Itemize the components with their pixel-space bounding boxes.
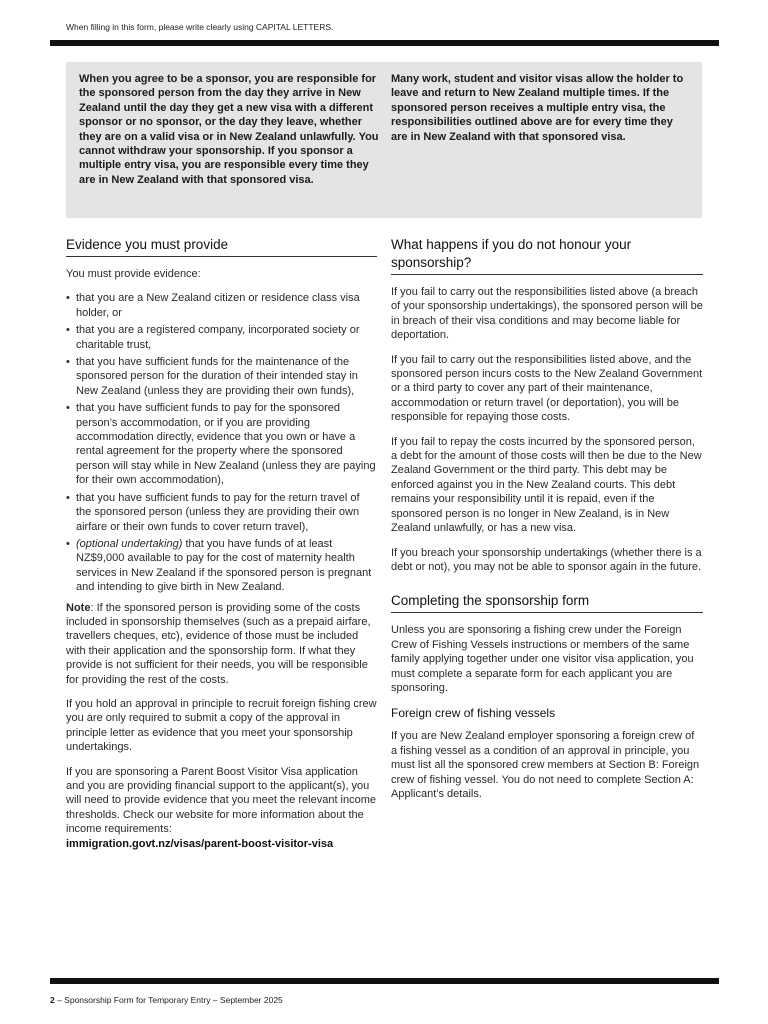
page-number: 2 xyxy=(50,995,55,1005)
fishing-vessels-paragraph: If you are New Zealand employer sponsoring a foreign crew of a fishing vessel as a condition of an approval in principle, you must list all the sponsored crew members at Section B: Foreign crew of fishing vessel. You do not need to complete Section A: Applicant’s details. xyxy=(391,730,700,800)
evidence-item: • that you are a registered company, incorporated society or charitable trust, xyxy=(66,323,377,352)
evidence-heading: Evidence you must provide xyxy=(66,236,377,257)
footer-title: – Sponsorship Form for Temporary Entry – September 2025 xyxy=(54,995,283,1005)
sponsor-responsibility-callout xyxy=(66,62,702,218)
callout-right-text: Many work, student and visitor visas allow the holder to leave and return to New Zealand multiple times. If the sponsored person receives a multiple entry visa, the responsibilities outlined above are for every time they are in New Zealand with that sponsored visa. xyxy=(391,73,684,143)
completing-paragraph: Unless you are sponsoring a fishing crew under the Foreign Crew of Fishing Vessels instructions or members of the same family applying together under one visitor visa application, you must complete a separate form for each applicant you are sponsoring. xyxy=(391,624,694,694)
callout-left-text: When you agree to be a sponsor, you are responsible for the sponsored person from the day they arrive in New Zealand until the day they get a new visa with a different sponsor or no sponsor, or the day they leave, whether they are on a valid visa or in New Zealand unlawfully. You cannot withdraw your sponsorship. If you sponsor a multiple entry visa, you are responsible every time they are in New Zealand with that sponsored visa. xyxy=(79,73,379,186)
parent-boost-link[interactable]: immigration.govt.nz/visas/parent-boost-visitor-visa xyxy=(66,837,334,850)
optional-undertaking-label: (optional undertaking) xyxy=(76,537,183,550)
honour-paragraph: If you fail to carry out the responsibilities listed above, and the sponsored person incurs costs to the New Zealand Government or a third party to cover any part of their maintenance, accommodation or return travel (or deportation), you will be responsible for repaying those costs. xyxy=(391,353,703,424)
left-column xyxy=(66,236,377,861)
optional-undertaking-text: that you have funds of at least NZ$9,000 available to pay for the cost of maternity health services in New Zealand if the sponsored person is pregnant and intending to give birth in New Zealand. xyxy=(76,537,372,594)
bottom-divider xyxy=(50,978,719,984)
parent-boost-paragraph xyxy=(66,765,377,851)
top-divider xyxy=(50,40,719,46)
honour-heading: What happens if you do not honour your sponsorship? xyxy=(391,236,703,275)
form-instruction-note: When filling in this form, please write clearly using CAPITAL LETTERS. xyxy=(66,22,334,32)
honour-paragraph: If you fail to carry out the responsibilities listed above (a breach of your sponsorship undertakings), the sponsored person will be in breach of their visa conditions and may become liable for deportation. xyxy=(391,286,703,342)
evidence-intro: You must provide evidence: xyxy=(66,268,201,280)
evidence-list xyxy=(66,291,377,594)
evidence-note xyxy=(66,601,377,687)
evidence-item: • that you have sufficient funds to pay for the return travel of the sponsored person (unless they are providing their own airfare or their own funds to cover return travel), xyxy=(66,491,377,534)
completing-heading: Completing the sponsorship form xyxy=(391,592,703,613)
honour-paragraph: If you fail to repay the costs incurred by the sponsored person, a debt for the amount of those costs will then be due to the New Zealand Government or the third party. This debt may be enforced against you in the New Zealand courts. This debt remains your responsibility until it is repaid, even if the sponsored person is no longer in New Zealand, is in New Zealand unlawfully, or has a new visa. xyxy=(391,435,702,535)
parent-boost-text: If you are sponsoring a Parent Boost Visitor Visa application and you are providing financial support to the applicant(s), you will need to provide evidence that you meet the relevant income thresholds. Check our website for more information about the income requirements: xyxy=(66,765,377,836)
fishing-vessels-subheading: Foreign crew of fishing vessels xyxy=(391,706,556,721)
fishing-crew-paragraph: If you hold an approval in principle to recruit foreign fishing crew you are only required to submit a copy of the approval in principle letter as evidence that you meet your sponsorship undertakings. xyxy=(66,697,377,754)
evidence-item: • that you have sufficient funds to pay for the sponsored person’s accommodation, or if you are providing accommodation directly, evidence that you own or have a rental agreement for the property where the sponsored person will stay while in New Zealand (unless they are paying for their own accommodation), xyxy=(66,401,377,487)
note-label: Note xyxy=(66,601,91,614)
evidence-item: • that you have sufficient funds for the maintenance of the sponsored person for the duration of their intended stay in New Zealand (unless they are providing their own funds), xyxy=(66,355,377,398)
evidence-item-optional xyxy=(66,537,377,595)
honour-paragraph: If you breach your sponsorship undertakings (whether there is a debt or not), you may not be able to sponsor again in the future. xyxy=(391,546,702,573)
evidence-item: • that you are a New Zealand citizen or residence class visa holder, or xyxy=(66,291,377,320)
note-text: : If the sponsored person is providing some of the costs included in sponsorship themselves (such as a prepaid airfare, travellers cheques, etc), evidence of those must be included with their application and the sponsorship form. If what they provide is not sufficient for their needs, you will be responsible for providing the rest of the costs. xyxy=(66,601,371,686)
right-column xyxy=(391,236,703,811)
page-footer xyxy=(50,995,283,1005)
